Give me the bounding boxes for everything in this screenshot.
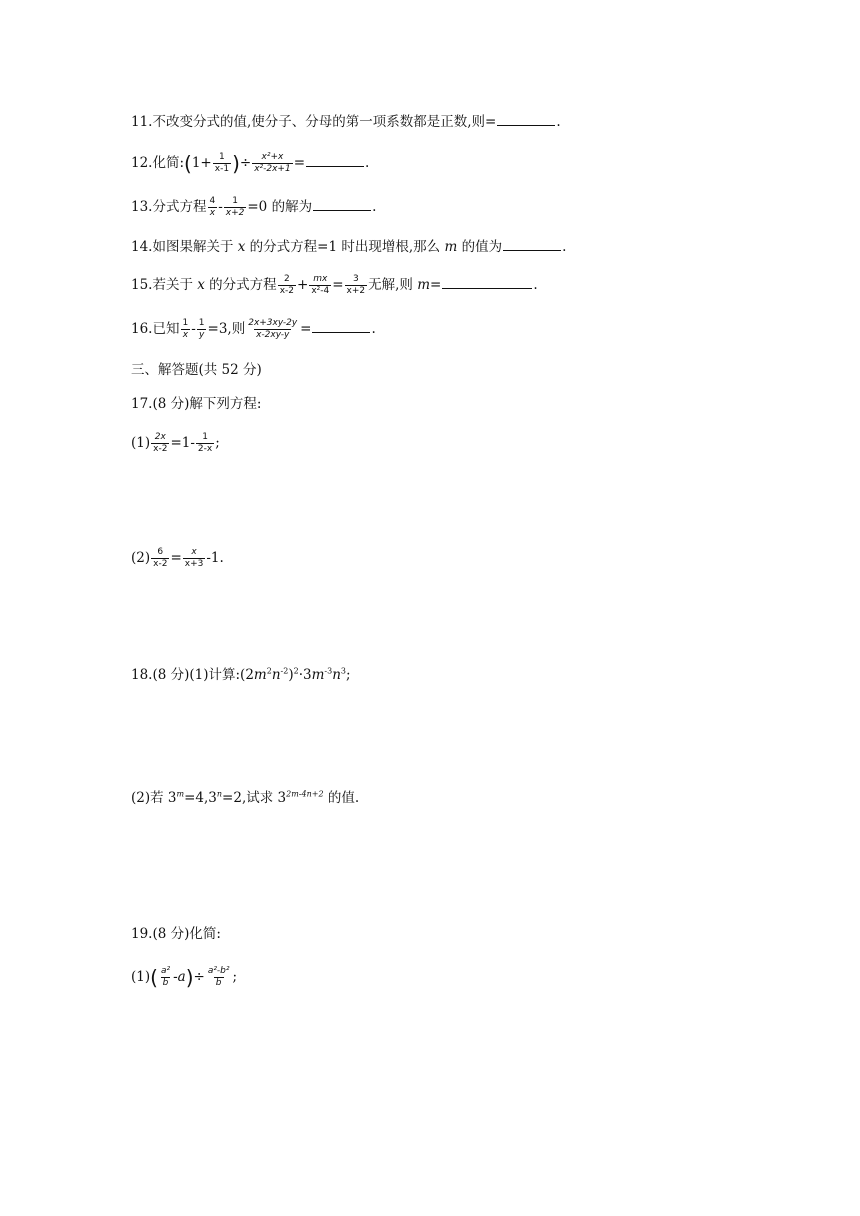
numerator: x [191,547,197,557]
q18-p2-text-a: (2)若 3 [131,790,177,806]
q19-p1-end: ; [232,969,238,985]
q12-end: . [365,155,370,171]
exponent: -2 [280,666,289,676]
variable-m: m [417,277,431,293]
q12-lead: 12.化简: [131,155,185,171]
equals-sign: = [293,155,306,171]
question-17-title: 17.(8 分)解下列方程: [131,396,262,412]
fraction [151,432,169,455]
right-paren: ) [232,151,240,176]
exponent: 2 [293,666,299,676]
question-16 [131,318,376,341]
denominator: x-1 [214,164,230,174]
q13-lead: 13.分式方程 [131,199,207,215]
answer-blank [312,320,370,333]
exponent: 2m-4n+2 [286,789,324,799]
left-paren: ( [150,965,158,990]
question-18-part-2 [131,788,359,808]
answer-blank [497,113,555,126]
q18-p2-text-b: =4,3 [184,790,217,806]
q15-text-d: = [430,277,442,293]
denominator: y [198,330,205,340]
part-label: (2) [131,550,151,566]
numerator: 1 [202,432,208,442]
q15-text-b: 的分式方程 [204,277,277,293]
divide-sign: ÷ [193,969,205,985]
equals-sign: = [170,550,182,566]
denominator: x+2 [346,286,366,296]
question-17-part-2 [131,547,224,570]
numerator: 2 [283,274,290,284]
numerator: 2x+3xy-2y [248,318,298,328]
equals-sign: = [300,321,312,337]
minus-sign: - [218,199,223,215]
denominator: x²-4 [311,286,330,296]
fraction [224,196,247,219]
q18-p1-end: ; [346,667,351,683]
numerator: 2x [154,432,166,442]
fraction [278,274,296,297]
numerator: a² [160,966,171,976]
fraction [252,152,293,175]
fraction [180,318,190,341]
question-13 [131,196,376,219]
denominator: x-2xy-y [256,330,290,340]
fraction [213,152,231,175]
q15-text-a: 15.若关于 [131,277,198,293]
denominator: x [209,208,216,218]
numerator: x²+x [261,152,284,162]
denominator: x+3 [184,559,204,569]
fraction [197,318,207,341]
question-12 [131,152,369,175]
q18-text-b: ) [288,667,294,683]
denominator: x²-2x+1 [254,164,291,174]
part-label: (1) [131,969,151,985]
q18-text-c: ·3 [298,667,312,683]
fraction [151,547,169,570]
q12-one: 1+ [191,155,212,171]
denominator: x [182,330,189,340]
question-19-title: 19.(8 分)化简: [131,926,221,942]
exponent: 2 [266,666,272,676]
q16-text-a: 16.已知 [131,321,180,337]
question-17-part-1 [131,432,220,455]
q18-text-a: 18.(8 分)(1)计算:(2 [131,667,254,683]
numerator: 1 [198,318,205,328]
plus-sign: + [297,277,309,293]
q16-text-b: =3,则 [207,321,246,337]
q17-p1-mid: =1- [170,435,195,451]
denominator: x-2 [153,559,168,569]
q13-tail: =0 的解为 [247,199,313,215]
fraction [159,966,172,989]
variable-m: m [311,667,325,683]
q14-text-b: 的分式方程=1 时出现增根,那么 [245,239,445,255]
answer-blank [306,154,364,167]
q15-text-c: 无解,则 [368,277,418,293]
numerator: mx [313,274,328,284]
equals-sign: = [332,277,344,293]
fraction [207,196,217,219]
variable-x: x [197,277,205,293]
denominator: x-2 [279,286,294,296]
denominator: b [215,978,222,988]
fraction [246,318,299,341]
right-paren: ) [185,965,194,990]
question-11 [131,112,561,132]
q17-p1-end: ; [215,435,220,451]
variable-x: x [237,239,246,255]
fraction [183,547,206,570]
q11-end: . [556,114,561,130]
left-paren: ( [184,151,192,176]
part-label: (1) [131,435,151,451]
fraction [345,274,368,297]
numerator: 3 [352,274,359,284]
question-14 [131,237,566,257]
denominator: b [162,978,169,988]
exponent: n [216,789,223,799]
variable-n: n [332,667,341,683]
denominator: x+2 [225,208,245,218]
fraction [196,432,214,455]
q18-p2-text-c: =2,试求 3 [222,790,287,806]
answer-blank [442,276,532,289]
numerator: 1 [219,152,225,162]
exponent: m [176,789,185,799]
variable-m: m [253,667,267,683]
minus-sign: - [191,321,196,337]
q14-end: . [562,239,567,255]
q15-end: . [533,277,538,293]
denominator: x-2 [153,444,168,454]
q14-text-c: 的值为 [457,239,503,255]
numerator: 4 [209,196,216,206]
question-15 [131,274,538,297]
denominator: 2-x [197,444,213,454]
variable-n: n [271,667,281,683]
exponent: 3 [340,666,346,676]
q16-end: . [371,321,376,337]
numerator: a²-b² [207,966,230,976]
numerator: 6 [157,547,164,557]
divide-sign: ÷ [239,155,252,171]
exponent: -3 [324,666,333,676]
answer-blank [503,238,561,251]
question-19-part-1 [131,966,237,989]
q17-p2-end: -1. [206,550,224,566]
q11-text: 11.不改变分式的值,使分子、分母的第一项系数都是正数,则= [131,114,497,130]
fraction [206,966,232,989]
answer-blank [313,198,371,211]
q18-p2-text-d: 的值. [323,790,360,806]
numerator: 1 [182,318,189,328]
minus-a: -a [173,969,186,985]
fraction [309,274,331,297]
variable-m: m [444,239,458,255]
q13-end: . [372,199,377,215]
numerator: 1 [232,196,238,206]
question-18-part-1 [131,665,351,685]
q14-text-a: 14.如图果解关于 [131,239,238,255]
section-heading: 三、解答题(共 52 分) [131,362,262,378]
